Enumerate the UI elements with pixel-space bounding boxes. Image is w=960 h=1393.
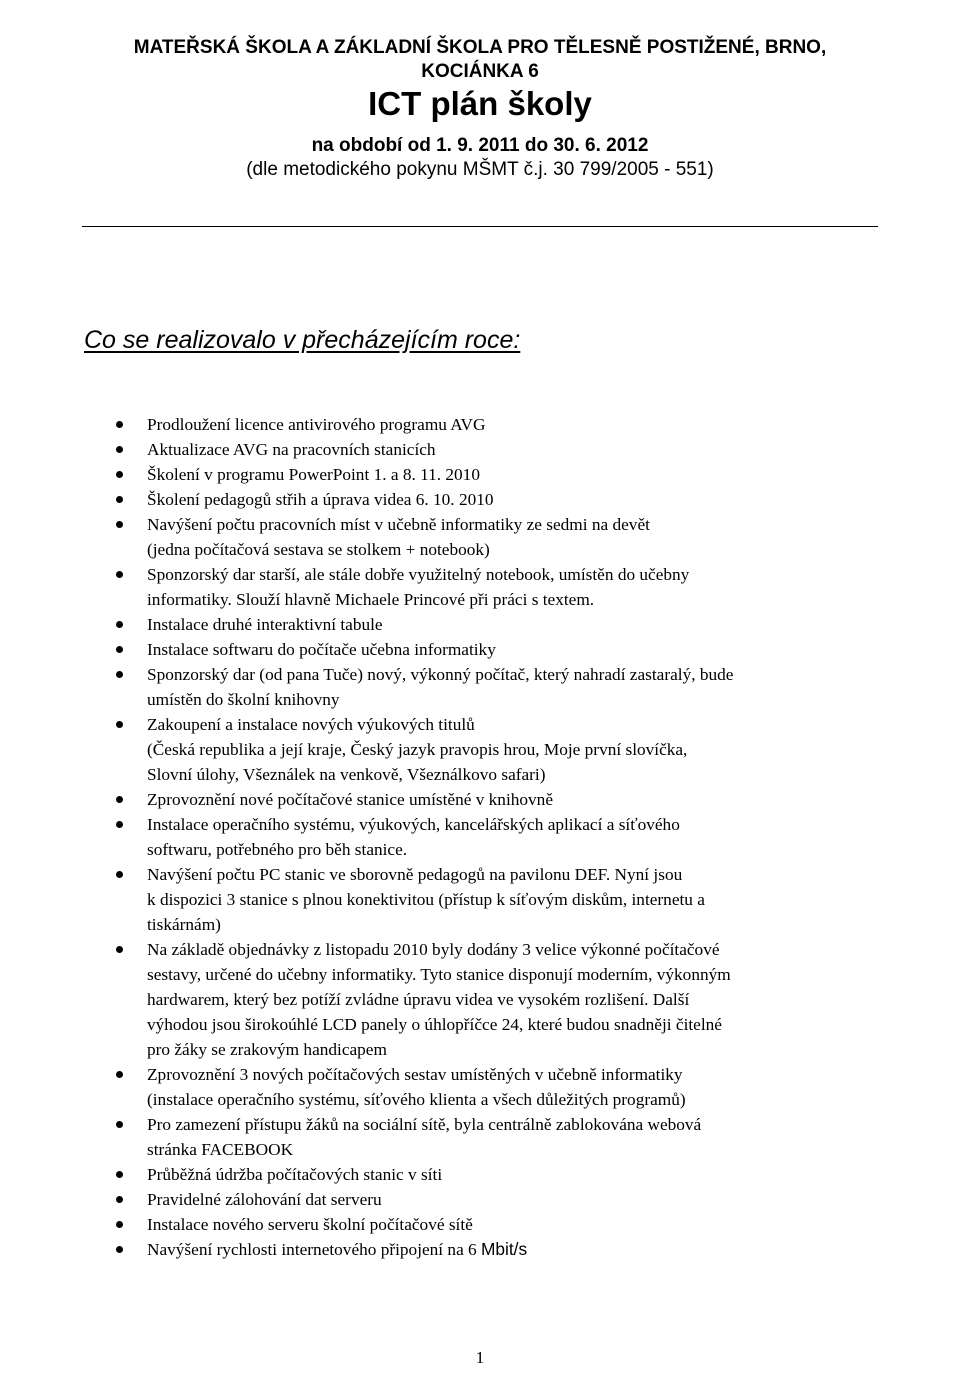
list-item xyxy=(147,1062,892,1112)
list-item-line: Instalace nového serveru školní počítačové sítě xyxy=(147,1215,473,1234)
list-item-line: Instalace softwaru do počítače učebna informatiky xyxy=(147,640,496,659)
list-item-line: Navýšení rychlosti internetového připojení na 6 xyxy=(147,1240,477,1259)
document-title: ICT plán školy xyxy=(368,85,592,122)
bullet-icon xyxy=(116,796,123,803)
bullet-icon xyxy=(116,721,123,728)
list-item-line: Instalace druhé interaktivní tabule xyxy=(147,615,383,634)
bullet-icon xyxy=(116,1246,123,1253)
list-item-line: Školení v programu PowerPoint 1. a 8. 11. 2010 xyxy=(147,465,480,484)
bullet-icon xyxy=(116,671,123,678)
list-item-line: stránka FACEBOOK xyxy=(147,1140,294,1159)
list-item xyxy=(147,1212,892,1237)
list-item-line: umístěn do školní knihovny xyxy=(147,690,340,709)
list-item-line: Aktualizace AVG na pracovních stanicích xyxy=(147,440,436,459)
bullet-icon xyxy=(116,646,123,653)
header-divider xyxy=(82,226,878,227)
bullet-icon xyxy=(116,521,123,528)
bullet-icon xyxy=(116,496,123,503)
list-item xyxy=(147,1187,892,1212)
list-item-line: Prodloužení licence antivirového programu AVG xyxy=(147,415,486,434)
list-item xyxy=(147,862,892,937)
list-item-line: Na základě objednávky z listopadu 2010 byly dodány 3 velice výkonné počítačové xyxy=(147,940,720,959)
list-item xyxy=(147,487,892,512)
list-item-unit: Mbit/s xyxy=(481,1239,528,1259)
list-item-line: Navýšení počtu PC stanic ve sborovně pedagogů na pavilonu DEF. Nyní jsou xyxy=(147,865,683,884)
list-item-line: Pravidelné zálohování dat serveru xyxy=(147,1190,382,1209)
list-item-line: hardwarem, který bez potíží zvládne úpravu videa ve vysokém rozlišení. Další xyxy=(147,990,690,1009)
bullet-icon xyxy=(116,821,123,828)
list-item-line: Instalace operačního systému, výukových, kancelářských aplikací a síťového xyxy=(147,815,680,834)
document-header xyxy=(0,36,960,182)
list-item xyxy=(147,662,892,712)
list-item xyxy=(147,787,892,812)
list-item xyxy=(147,512,892,562)
list-item xyxy=(147,437,892,462)
list-item xyxy=(147,562,892,612)
list-item-line: Sponzorský dar starší, ale stále dobře využitelný notebook, umístěn do učebny xyxy=(147,565,690,584)
list-item xyxy=(147,1112,892,1162)
list-item-line: softwaru, potřebného pro běh stanice. xyxy=(147,840,408,859)
list-item-line: tiskárnám) xyxy=(147,915,221,934)
list-item-line: sestavy, určené do učebny informatiky. Tyto stanice disponují moderním, výkonným xyxy=(147,965,731,984)
list-item xyxy=(147,1237,892,1262)
list-item-line: Pro zamezení přístupu žáků na sociální sítě, byla centrálně zablokována webová xyxy=(147,1115,702,1134)
list-item xyxy=(147,1162,892,1187)
methodology-reference: (dle metodického pokynu MŠMT č.j. 30 799/2005 - 551) xyxy=(246,159,714,180)
page-number: 1 xyxy=(475,1348,485,1367)
list-item-line: Průběžná údržba počítačových stanic v síti xyxy=(147,1165,443,1184)
bullet-icon xyxy=(116,1121,123,1128)
list-item-line: Slovní úlohy, Všeználek na venkově, Všeználkovo safari) xyxy=(147,765,546,784)
list-item-line: Navýšení počtu pracovních míst v učebně informatiky ze sedmi na devět xyxy=(147,515,650,534)
list-item-line: informatiky. Slouží hlavně Michaele Princové při práci s textem. xyxy=(147,590,595,609)
bullet-icon xyxy=(116,571,123,578)
list-item-line: výhodou jsou širokoúhlé LCD panely o úhlopříčce 24, které budou snadněji čitelné xyxy=(147,1015,722,1034)
bullet-icon xyxy=(116,1171,123,1178)
bullet-icon xyxy=(116,1221,123,1228)
plan-period: na období od 1. 9. 2011 do 30. 6. 2012 xyxy=(311,135,649,156)
list-item xyxy=(147,412,892,437)
list-item xyxy=(147,812,892,862)
list-item xyxy=(147,612,892,637)
bullet-icon xyxy=(116,1071,123,1078)
list-item-line: Školení pedagogů střih a úprava videa 6. 10. 2010 xyxy=(147,490,494,509)
list-item xyxy=(147,937,892,1062)
list-item xyxy=(147,637,892,662)
section-heading: Co se realizovalo v přecházejícím roce: xyxy=(84,326,521,354)
bullet-icon xyxy=(116,871,123,878)
bullet-icon xyxy=(116,471,123,478)
list-item-line: (instalace operačního systému, síťového klienta a všech důležitých programů) xyxy=(147,1090,686,1109)
realized-items-list xyxy=(147,412,892,1262)
bullet-icon xyxy=(116,621,123,628)
list-item-line: Zakoupení a instalace nových výukových titulů xyxy=(147,715,475,734)
bullet-icon xyxy=(116,1196,123,1203)
bullet-icon xyxy=(116,946,123,953)
list-item-line: Sponzorský dar (od pana Tuče) nový, výkonný počítač, který nahradí zastaralý, bude xyxy=(147,665,734,684)
bullet-icon xyxy=(116,421,123,428)
list-item xyxy=(147,712,892,787)
bullet-icon xyxy=(116,446,123,453)
school-name-line-2: KOCIÁNKA 6 xyxy=(421,61,539,82)
school-name-line-1: MATEŘSKÁ ŠKOLA A ZÁKLADNÍ ŠKOLA PRO TĚLESNĚ POSTIŽENÉ, BRNO, xyxy=(133,37,827,58)
list-item-line: pro žáky se zrakovým handicapem xyxy=(147,1040,387,1059)
list-item-line: Zprovoznění 3 nových počítačových sestav umístěných v učebně informatiky xyxy=(147,1065,683,1084)
list-item xyxy=(147,462,892,487)
list-item-line: (Česká republika a její kraje, Český jazyk pravopis hrou, Moje první slovíčka, xyxy=(147,740,688,759)
list-item-line: (jedna počítačová sestava se stolkem + notebook) xyxy=(147,540,490,559)
list-item-line: Zprovoznění nové počítačové stanice umístěné v knihovně xyxy=(147,790,553,809)
list-item-line: k dispozici 3 stanice s plnou konektivitou (přístup k síťovým diskům, internetu a xyxy=(147,890,705,909)
